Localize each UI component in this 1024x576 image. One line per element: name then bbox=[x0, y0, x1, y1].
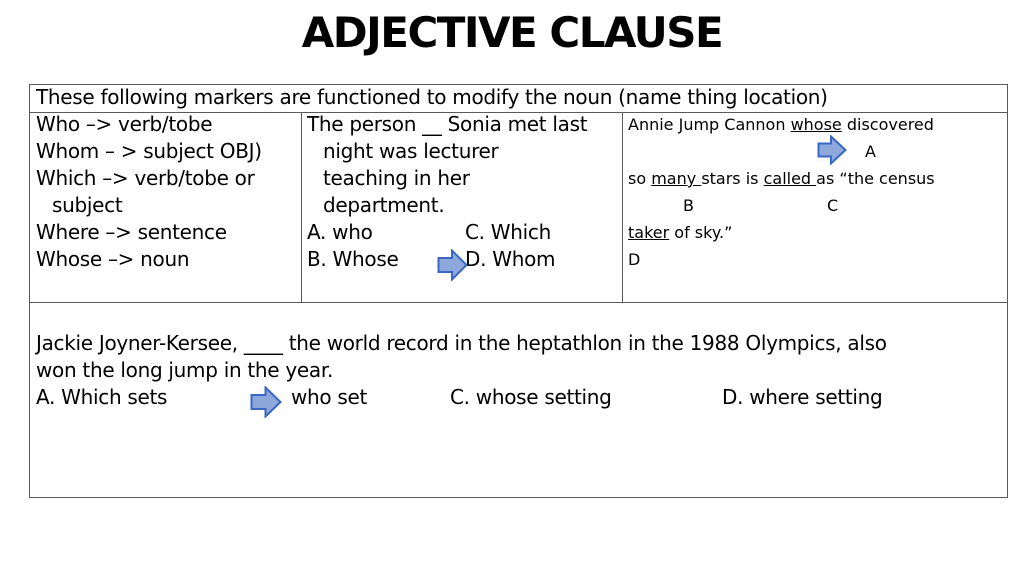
text-run: as “the census bbox=[816, 169, 935, 188]
marker-label-a: A bbox=[865, 142, 876, 161]
question-1-line: night was lecturer bbox=[323, 139, 499, 163]
table-divider bbox=[30, 302, 1007, 303]
right-arrow-icon bbox=[437, 249, 468, 281]
question-3-line: Jackie Joyner-Kersee, ____ the world record in the heptathlon in the 1988 Olympics, also bbox=[36, 331, 887, 355]
underlined-word: whose bbox=[790, 115, 842, 134]
question-1-line: teaching in her bbox=[323, 166, 470, 190]
question-3-option-c: C. whose setting bbox=[450, 385, 612, 409]
slide-title: ADJECTIVE CLAUSE bbox=[301, 8, 723, 57]
question-1-option-b: B. Whose bbox=[307, 247, 399, 271]
question-1-line: department. bbox=[323, 193, 445, 217]
text-run: discovered bbox=[841, 115, 934, 134]
marker-line: Whom – > subject OBJ) bbox=[36, 139, 262, 163]
marker-line: subject bbox=[52, 193, 123, 217]
text-run: stars is bbox=[701, 169, 764, 188]
column-divider bbox=[301, 112, 302, 302]
text-run: Annie Jump Cannon bbox=[628, 115, 791, 134]
marker-line: Which –> verb/tobe or bbox=[36, 166, 255, 190]
marker-label-b: B bbox=[683, 196, 694, 215]
column-divider bbox=[622, 112, 623, 302]
underlined-word: many bbox=[651, 169, 702, 188]
question-3-option-b: who set bbox=[291, 385, 368, 409]
question-3-option-d: D. where setting bbox=[722, 385, 883, 409]
marker-label-d: D bbox=[628, 250, 641, 269]
question-2-line bbox=[628, 111, 934, 138]
right-arrow-icon bbox=[817, 135, 847, 165]
question-2-line bbox=[628, 165, 935, 192]
question-1-option-a: A. who bbox=[307, 220, 373, 244]
text-run: so bbox=[628, 169, 652, 188]
table-header: These following markers are functioned to modify the noun (name thing location) bbox=[36, 85, 828, 109]
underlined-word: called bbox=[763, 169, 817, 188]
question-1-option-d: D. Whom bbox=[465, 247, 556, 271]
right-arrow-icon bbox=[250, 386, 282, 418]
text-run: of sky.” bbox=[669, 223, 733, 242]
marker-line: Whose –> noun bbox=[36, 247, 190, 271]
marker-line: Who –> verb/tobe bbox=[36, 112, 213, 136]
question-1-option-c: C. Which bbox=[465, 220, 551, 244]
marker-label-c: C bbox=[827, 196, 839, 215]
question-3-option-a: A. Which sets bbox=[36, 385, 168, 409]
question-2-line bbox=[628, 219, 732, 246]
question-3-line: won the long jump in the year. bbox=[36, 358, 334, 382]
question-1-line: The person __ Sonia met last bbox=[307, 112, 588, 136]
marker-line: Where –> sentence bbox=[36, 220, 227, 244]
underlined-word: taker bbox=[628, 223, 670, 242]
